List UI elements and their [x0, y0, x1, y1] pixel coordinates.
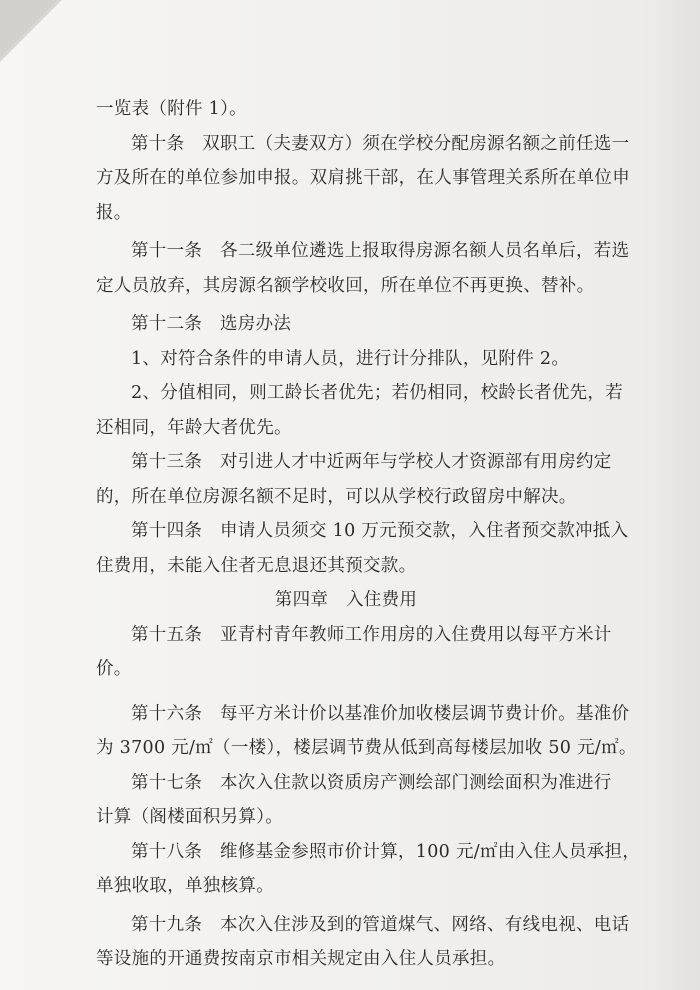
text-line: 一览表（附件 1）。: [96, 99, 247, 119]
article-10-line: 第十条 双职工（夫妻双方）须在学校分配房源名额之前任选一: [131, 133, 630, 154]
article-19-line: 第十九条 本次入住涉及到的管道煤气、网络、有线电视、电话: [131, 914, 630, 935]
text-line: 方及所在的单位参加申报。双肩挑干部，在人事管理关系所在单位申: [96, 168, 630, 188]
article-17-line: 第十七条 本次入住款以资质房产测绘部门测绘面积为准进行: [131, 772, 612, 793]
article-13-line: 第十三条 对引进人才中近两年与学校人才资源部有用房约定: [131, 452, 612, 472]
text-line: 计算（阁楼面积另算）。: [96, 807, 284, 827]
text-line: 的，所在单位房源名额不足时，可以从学校行政留房中解决。: [96, 486, 577, 507]
article-12-heading: 第十二条 选房办法: [131, 314, 292, 334]
text-line: 2、分值相同，则工龄长者优先；若仍相同，校龄长者优先，若: [131, 383, 624, 403]
text-line: 住费用，未能入住者无息退还其预交款。: [96, 555, 417, 576]
text-line: 报。: [96, 202, 132, 223]
text-line: 等设施的开通费按南京市相关规定由入住人员承担。: [96, 949, 506, 969]
article-11-line: 第十一条 各二级单位遴选上报取得房源名额人员名单后，若选: [131, 241, 630, 261]
text-line: 价。: [96, 659, 132, 679]
page-corner-shade: [0, 0, 58, 58]
document-body: [96, 92, 641, 977]
article-16-line: 第十六条 每平方米计价以基准价加收楼层调节费计价。基准价: [131, 703, 630, 724]
text-line: 单独收取，单独核算。: [96, 876, 274, 896]
article-15-line: 第十五条 亚青村青年教师工作用房的入住费用以每平方米计: [131, 624, 612, 645]
chapter-heading: 第四章 入住费用: [274, 590, 418, 610]
article-18-line: 第十八条 维修基金参照市价计算，100 元/㎡由入住人员承担，: [131, 841, 641, 862]
text-line: 定人员放弃，其房源名额学校收回，所在单位不再更换、替补。: [96, 275, 595, 296]
text-line: 1、对符合条件的申请人员，进行计分排队，见附件 2。: [131, 348, 570, 369]
text-line: 为 3700 元/㎡（一楼），楼层调节费从低到高每楼层加收 50 元/㎡。: [96, 738, 637, 758]
text-line: 还相同，年龄大者优先。: [96, 417, 292, 438]
article-14-line: 第十四条 申请人员须交 10 万元预交款，入住者预交款冲抵入: [131, 521, 629, 541]
